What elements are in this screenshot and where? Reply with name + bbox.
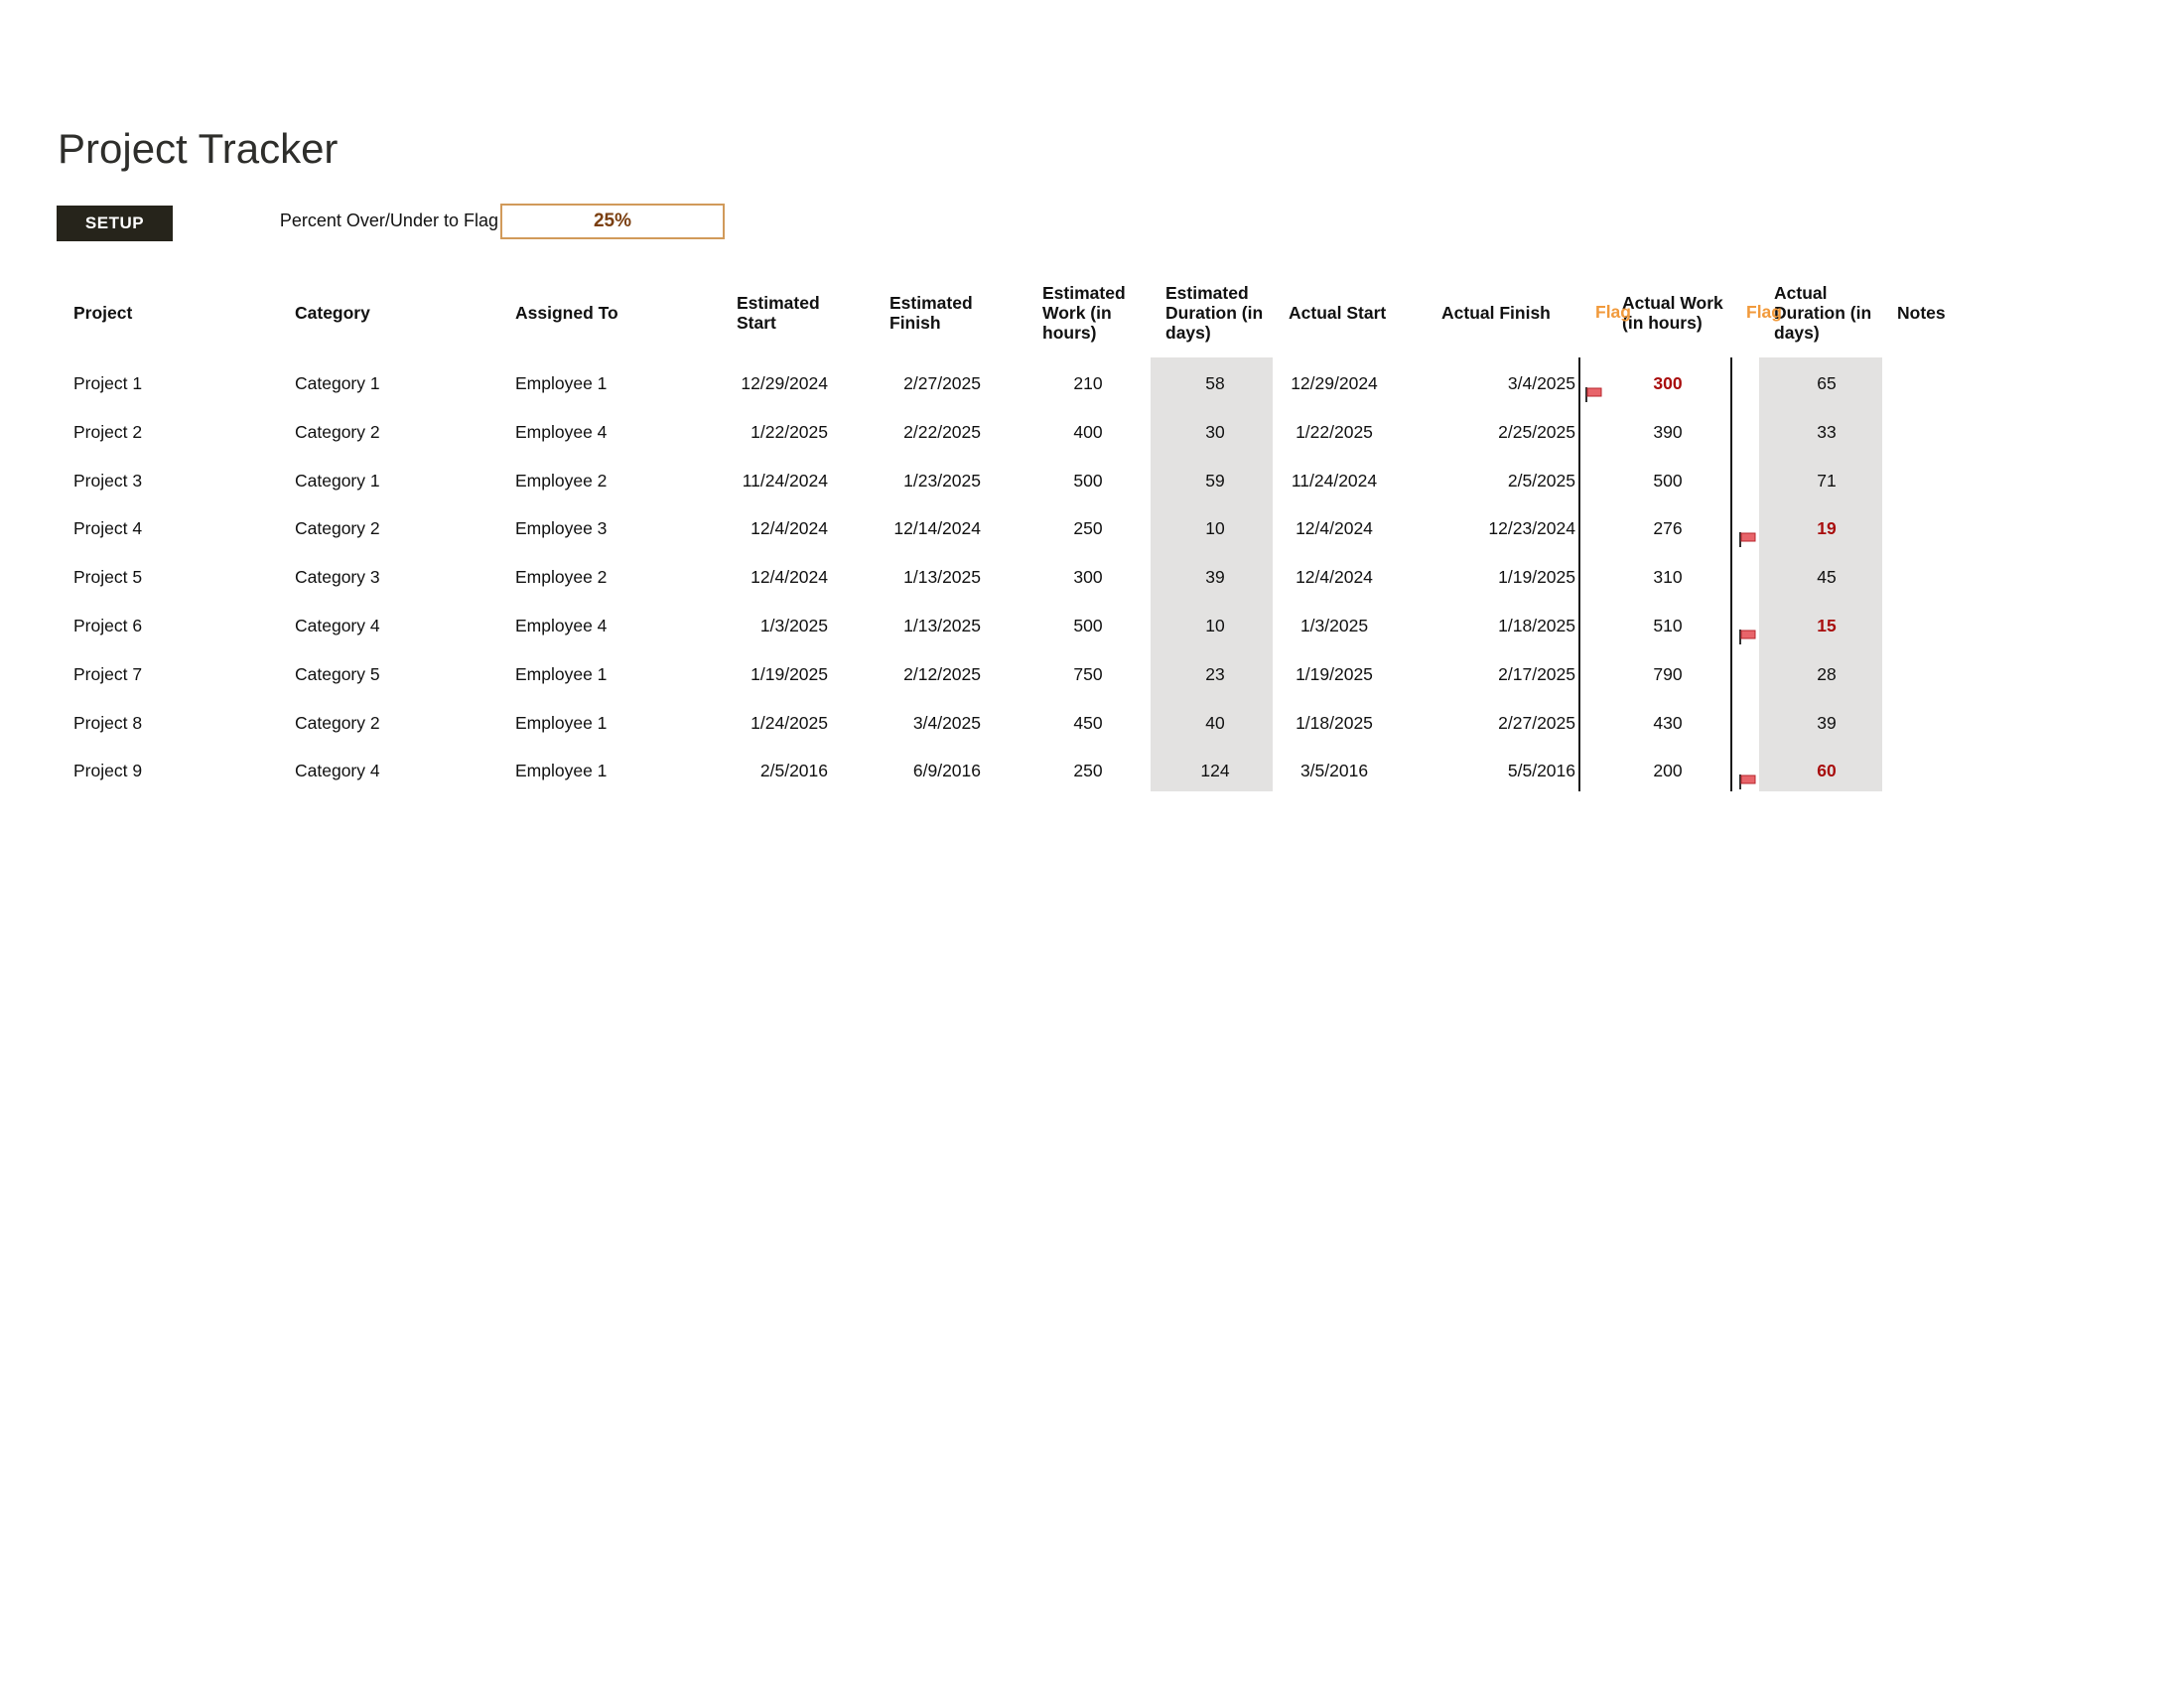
table-cell-est-work: 300 <box>1073 567 1103 587</box>
table-cell-est-finish: 1/13/2025 <box>903 616 981 635</box>
table-cell-act-work: 276 <box>1653 518 1683 538</box>
table-cell-project: Project 5 <box>73 567 143 587</box>
table-cell-act-finish: 1/18/2025 <box>1498 616 1575 635</box>
table-cell-act-work: 500 <box>1653 471 1683 491</box>
table-cell-category: Category 1 <box>295 373 380 393</box>
table-cell-act-finish: 12/23/2024 <box>1488 518 1575 538</box>
table-cell-est-finish: 1/23/2025 <box>903 471 981 491</box>
table-cell-project: Project 4 <box>73 518 143 538</box>
table-cell-est-start: 11/24/2024 <box>742 471 828 491</box>
table-cell-notes <box>1897 517 2076 539</box>
table-cell-project: Project 1 <box>73 373 143 393</box>
flag-column-divider-1 <box>1578 357 1580 791</box>
table-cell-est-dur: 124 <box>1200 761 1230 780</box>
column-header-est-start: Estimated Start <box>737 293 820 333</box>
table-cell-act-work: 790 <box>1653 664 1683 684</box>
flag-threshold-input[interactable]: 25% <box>500 204 725 239</box>
column-header-flag2: Flag <box>1746 302 1782 322</box>
table-cell-est-start: 12/4/2024 <box>751 518 828 538</box>
table-cell-act-finish: 2/5/2025 <box>1507 471 1575 491</box>
table-cell-est-dur: 59 <box>1205 471 1225 491</box>
table-cell-assigned: Employee 1 <box>515 664 608 684</box>
table-cell-category: Category 2 <box>295 713 380 733</box>
table-cell-est-start: 1/22/2025 <box>751 422 828 442</box>
table-cell-notes <box>1897 712 2076 734</box>
table-cell-act-dur: 65 <box>1817 373 1837 393</box>
table-cell-assigned: Employee 2 <box>515 567 608 587</box>
table-cell-est-work: 450 <box>1073 713 1103 733</box>
table-cell-act-work: 300 <box>1653 373 1683 393</box>
column-header-act-work: Actual Work (in hours) <box>1622 293 1723 333</box>
table-cell-act-start: 12/4/2024 <box>1296 567 1373 587</box>
table-cell-est-work: 500 <box>1073 471 1103 491</box>
table-cell-act-work: 310 <box>1653 567 1683 587</box>
table-cell-project: Project 2 <box>73 422 143 442</box>
table-cell-act-dur: 19 <box>1817 518 1837 538</box>
table-cell-act-start: 1/19/2025 <box>1296 664 1373 684</box>
table-cell-est-finish: 2/22/2025 <box>903 422 981 442</box>
table-cell-act-dur: 60 <box>1817 761 1837 780</box>
table-cell-project: Project 9 <box>73 761 143 780</box>
column-header-assigned: Assigned To <box>515 303 618 323</box>
table-cell-notes <box>1897 421 2076 443</box>
table-cell-act-start: 3/5/2016 <box>1299 761 1369 780</box>
table-cell-est-start: 1/19/2025 <box>751 664 828 684</box>
table-cell-est-work: 250 <box>1073 518 1103 538</box>
table-cell-act-work: 390 <box>1653 422 1683 442</box>
duration-over-flag-icon <box>1738 774 1756 789</box>
table-cell-est-finish: 2/12/2025 <box>903 664 981 684</box>
table-cell-act-dur: 28 <box>1817 664 1837 684</box>
table-cell-act-finish: 2/25/2025 <box>1498 422 1575 442</box>
table-cell-assigned: Employee 1 <box>515 713 608 733</box>
table-cell-est-start: 2/5/2016 <box>759 761 828 780</box>
table-cell-est-start: 1/3/2025 <box>759 616 828 635</box>
duration-over-flag-icon <box>1738 531 1756 547</box>
table-cell-notes <box>1897 372 2076 394</box>
table-cell-est-dur: 23 <box>1205 664 1225 684</box>
table-cell-act-start: 12/4/2024 <box>1296 518 1373 538</box>
column-header-act-start: Actual Start <box>1289 303 1387 323</box>
column-header-est-work: Estimated Work (in hours) <box>1042 283 1126 343</box>
table-cell-category: Category 2 <box>295 422 380 442</box>
column-header-category: Category <box>295 303 370 323</box>
table-cell-est-dur: 58 <box>1205 373 1225 393</box>
table-cell-act-dur: 33 <box>1817 422 1837 442</box>
table-cell-act-finish: 1/19/2025 <box>1498 567 1575 587</box>
table-cell-est-dur: 30 <box>1205 422 1225 442</box>
table-cell-category: Category 1 <box>295 471 380 491</box>
table-cell-est-finish: 6/9/2016 <box>912 761 981 780</box>
column-header-flag1: Flag <box>1595 302 1631 322</box>
table-cell-act-start: 1/3/2025 <box>1299 616 1369 635</box>
column-header-project: Project <box>73 303 133 323</box>
table-cell-est-start: 12/4/2024 <box>751 567 828 587</box>
work-over-flag-icon <box>1584 386 1602 402</box>
table-cell-act-start: 1/22/2025 <box>1296 422 1373 442</box>
table-cell-notes <box>1897 760 2076 781</box>
table-cell-assigned: Employee 4 <box>515 616 608 635</box>
column-header-notes: Notes <box>1897 303 1946 323</box>
table-cell-act-work: 200 <box>1653 761 1683 780</box>
table-cell-category: Category 2 <box>295 518 380 538</box>
table-cell-project: Project 6 <box>73 616 143 635</box>
table-cell-est-dur: 10 <box>1205 616 1225 635</box>
table-cell-act-work: 430 <box>1653 713 1683 733</box>
table-cell-est-finish: 3/4/2025 <box>912 713 981 733</box>
table-cell-act-start: 12/29/2024 <box>1291 373 1378 393</box>
table-cell-category: Category 5 <box>295 664 380 684</box>
table-cell-est-work: 210 <box>1073 373 1103 393</box>
table-cell-category: Category 3 <box>295 567 380 587</box>
table-cell-est-work: 250 <box>1073 761 1103 780</box>
page-title: Project Tracker <box>58 125 339 172</box>
table-cell-assigned: Employee 1 <box>515 761 608 780</box>
table-cell-est-work: 500 <box>1073 616 1103 635</box>
table-cell-est-dur: 40 <box>1205 713 1225 733</box>
table-cell-act-finish: 2/17/2025 <box>1498 664 1575 684</box>
table-cell-project: Project 8 <box>73 713 143 733</box>
table-cell-act-start: 11/24/2024 <box>1291 471 1378 491</box>
table-cell-est-start: 12/29/2024 <box>741 373 828 393</box>
table-cell-notes <box>1897 470 2076 492</box>
table-cell-est-finish: 12/14/2024 <box>893 518 981 538</box>
table-cell-act-start: 1/18/2025 <box>1296 713 1373 733</box>
table-cell-est-work: 750 <box>1073 664 1103 684</box>
table-cell-est-dur: 10 <box>1205 518 1225 538</box>
column-header-act-finish: Actual Finish <box>1441 303 1551 323</box>
table-cell-act-dur: 45 <box>1817 567 1837 587</box>
table-cell-notes <box>1897 566 2076 588</box>
column-header-est-finish: Estimated Finish <box>889 293 973 333</box>
duration-over-flag-icon <box>1738 629 1756 644</box>
table-cell-notes <box>1897 663 2076 685</box>
table-cell-category: Category 4 <box>295 761 380 780</box>
table-cell-est-start: 1/24/2025 <box>751 713 828 733</box>
table-cell-est-work: 400 <box>1073 422 1103 442</box>
table-cell-est-dur: 39 <box>1205 567 1225 587</box>
table-cell-act-finish: 2/27/2025 <box>1498 713 1575 733</box>
table-cell-project: Project 7 <box>73 664 143 684</box>
table-cell-project: Project 3 <box>73 471 143 491</box>
table-cell-assigned: Employee 1 <box>515 373 608 393</box>
table-cell-assigned: Employee 4 <box>515 422 608 442</box>
table-cell-est-finish: 1/13/2025 <box>903 567 981 587</box>
table-cell-act-dur: 71 <box>1817 471 1837 491</box>
table-cell-category: Category 4 <box>295 616 380 635</box>
column-header-act-dur: Actual Duration (in days) <box>1774 283 1872 343</box>
table-cell-assigned: Employee 3 <box>515 518 608 538</box>
table-cell-act-finish: 3/4/2025 <box>1507 373 1575 393</box>
table-cell-act-work: 510 <box>1653 616 1683 635</box>
table-cell-act-dur: 39 <box>1817 713 1837 733</box>
column-header-est-dur: Estimated Duration (in days) <box>1165 283 1264 343</box>
table-cell-assigned: Employee 2 <box>515 471 608 491</box>
table-cell-est-finish: 2/27/2025 <box>903 373 981 393</box>
table-cell-notes <box>1897 615 2076 636</box>
table-cell-act-dur: 15 <box>1817 616 1837 635</box>
flag-threshold-label: Percent Over/Under to Flag <box>279 211 498 230</box>
table-cell-act-finish: 5/5/2016 <box>1507 761 1575 780</box>
flag-column-divider-2 <box>1730 357 1732 791</box>
setup-button[interactable]: SETUP <box>57 206 173 241</box>
